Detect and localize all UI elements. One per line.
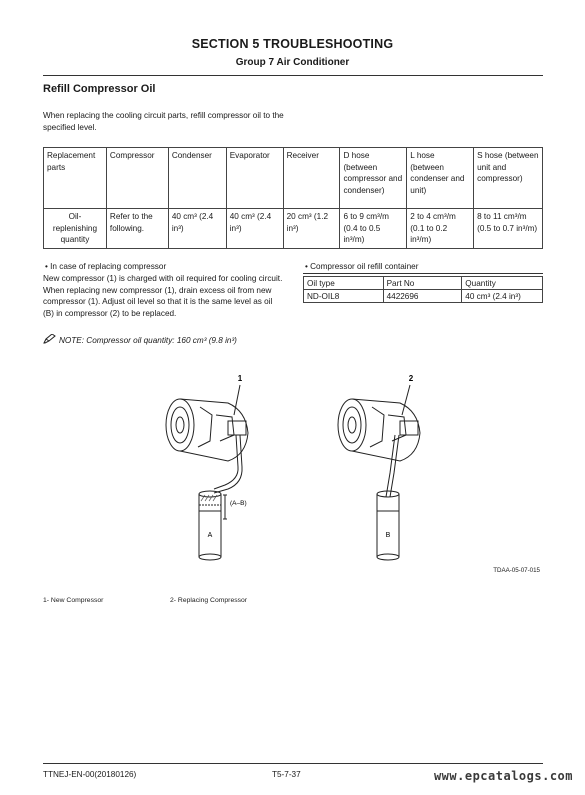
table-header-cell: Part No: [383, 277, 462, 290]
table-cell: 2 to 4 cm³/m (0.1 to 0.2 in³/m): [407, 209, 474, 249]
pencil-note-icon: [43, 334, 56, 344]
refill-heading: Refill Compressor Oil: [43, 83, 156, 95]
table-cell: 40 cm³ (2.4 in³): [462, 290, 543, 303]
document-id: TTNEJ-EN-00(20180126): [43, 770, 137, 779]
table-header-cell: Quantity: [462, 277, 543, 290]
new-compressor-illustration: [166, 399, 248, 493]
replacing-compressor-text: New compressor (1) is charged with oil required for cooling circuit. When replacing new compressor (1), drain excess oil from new compressor (1). Adjust oil level so that it is the same level as oil (B) in compressor (2) to be replaced.: [43, 274, 283, 318]
caption-replacing-compressor: 2- Replacing Compressor: [170, 597, 248, 604]
table-row: [44, 209, 543, 249]
table-header-cell: L hose (between condenser and unit): [407, 148, 474, 209]
table-cell: 40 cm³ (2.4 in³): [226, 209, 283, 249]
callout-2-leader: [402, 385, 410, 415]
group-title: Group 7 Air Conditioner: [235, 57, 350, 68]
note-text: NOTE: Compressor oil quantity: 160 cm³ (9.8 in³): [59, 336, 237, 345]
table-cell: 4422696: [383, 290, 462, 303]
replacing-compressor-heading: • In case of replacing compressor: [45, 262, 167, 271]
cylinder-a-label: A: [207, 532, 213, 539]
oil-rule: [303, 273, 543, 274]
refill-intro: When replacing the cooling circuit parts, refill compressor oil to the specified level.: [43, 111, 284, 132]
table-header-cell: Oil type: [304, 277, 384, 290]
table-row: [44, 148, 543, 209]
cylinder-b-label: B: [385, 532, 391, 539]
table-header-cell: D hose (between compressor and condenser): [340, 148, 407, 209]
caption-new-compressor: 1- New Compressor: [43, 597, 104, 604]
table-cell: ND-OIL8: [304, 290, 384, 303]
table-header-cell: Receiver: [283, 148, 340, 209]
graduated-cylinder-b: [377, 491, 399, 560]
section-title: SECTION 5 TROUBLESHOOTING: [191, 37, 394, 51]
figure-code: TDAA-05-07-015: [493, 567, 540, 574]
header-rule: [43, 75, 543, 76]
table-cell: Oil-replenishing quantity: [44, 209, 107, 249]
table-cell: Refer to the following.: [106, 209, 168, 249]
table-cell: 8 to 11 cm³/m (0.5 to 0.7 in³/m): [474, 209, 543, 249]
table-header-cell: S hose (between unit and compressor): [474, 148, 543, 209]
callout-2: 2: [408, 374, 414, 383]
footer-rule: [43, 763, 543, 764]
table-row: [304, 277, 543, 290]
callout-1: 1: [237, 374, 243, 383]
oil-replenish-table: [43, 147, 543, 249]
oil-container-table: [303, 276, 543, 303]
graduated-cylinder-a: [199, 491, 221, 560]
note-line: [43, 334, 237, 345]
table-header-cell: Evaporator: [226, 148, 283, 209]
table-cell: 40 cm³ (2.4 in³): [168, 209, 226, 249]
table-row: [304, 290, 543, 303]
difference-label: (A–B): [230, 500, 247, 507]
watermark: www.epcatalogs.com: [433, 769, 573, 783]
table-cell: 20 cm³ (1.2 in³): [283, 209, 340, 249]
table-header-cell: Condenser: [168, 148, 226, 209]
oil-container-heading: • Compressor oil refill container: [305, 262, 419, 271]
table-header-cell: Compressor: [106, 148, 168, 209]
table-header-cell: Replacement parts: [44, 148, 107, 209]
table-cell: 6 to 9 cm³/m (0.4 to 0.5 in³/m): [340, 209, 407, 249]
page-number: T5-7-37: [272, 770, 301, 779]
compressor-oil-figure: [150, 355, 450, 585]
replacing-compressor-illustration: [338, 399, 420, 497]
